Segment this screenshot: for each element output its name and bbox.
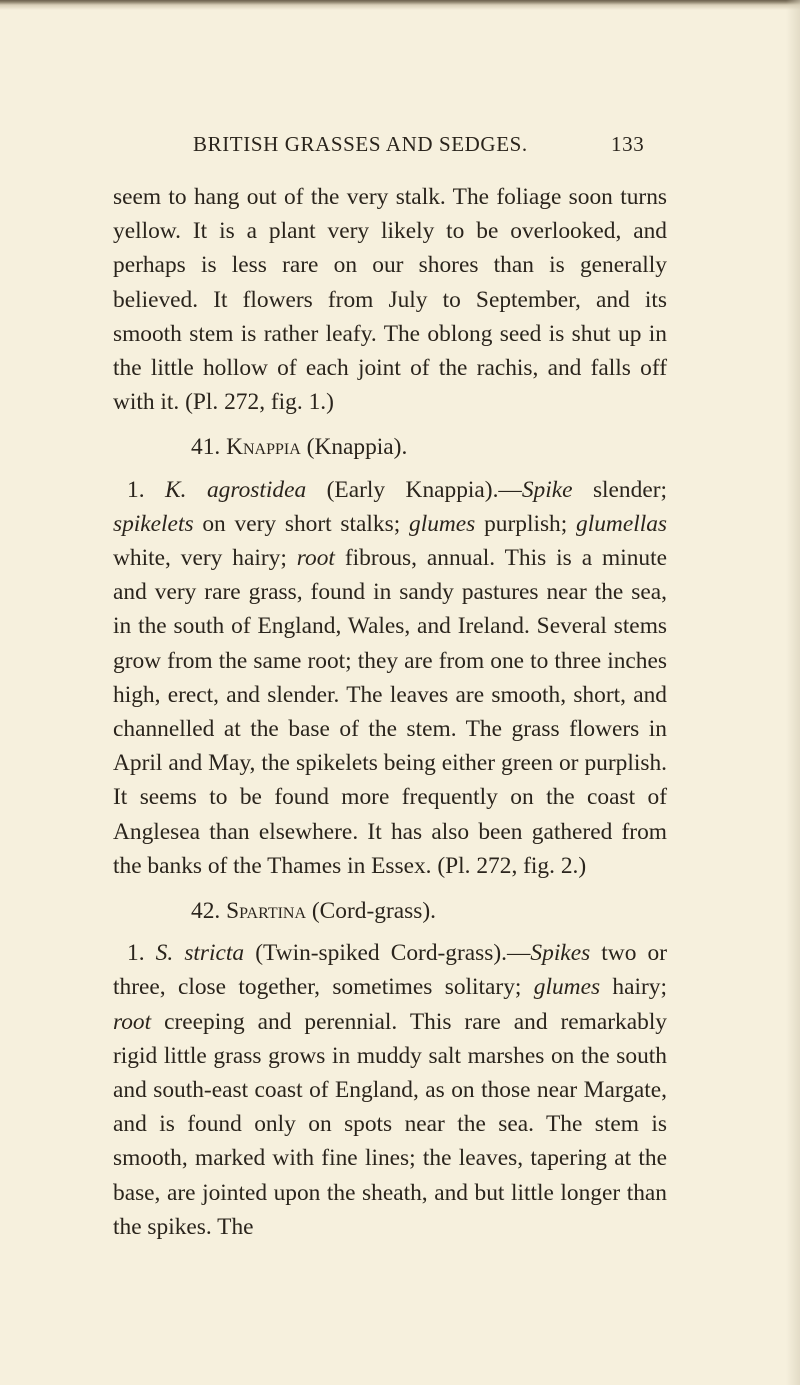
running-title: BRITISH GRASSES AND SEDGES. <box>193 132 528 156</box>
species-paragraph-spartina <box>113 936 667 1244</box>
species-binomial: S. stricta <box>155 940 245 967</box>
spikes-text: two or three, close together, sometimes solitary; <box>113 940 667 1001</box>
root-text: creeping and perennial. <box>151 1008 398 1035</box>
genus-heading-spartina <box>113 894 667 928</box>
genus-common-name: (Knappia). <box>306 434 408 461</box>
page-top-edge <box>0 0 800 10</box>
glumes-label: glumes <box>533 974 601 1001</box>
species-common-name: (Twin-spiked Cord-grass).— <box>255 940 531 967</box>
species-number: 1. <box>127 940 145 967</box>
genus-name: Knappia <box>226 434 301 461</box>
spike-text: slender; <box>572 476 667 503</box>
species-number: 1. <box>127 476 145 503</box>
glumellas-label: glumellas <box>576 510 667 537</box>
species-common-name: (Early Knappia).— <box>326 476 522 503</box>
root-label: root <box>296 545 335 572</box>
species-description: This is a minute and very rare grass, found in sandy pastures near the sea, in the south of England, Wales, and Ireland. Several stems grow from the same root; they are from one to three inches high, erect, and slender. The leaves are smooth, short, and channelled at the base of the stem. The grass flowers in April and May, the spikelets being either green or purplish. It seems to be found more frequently on the coast of Anglesea than elsewhere. It has also been gathered from the banks of the Thames in Essex. (Pl. 272, fig. 2.) <box>113 545 667 879</box>
text-block <box>113 180 667 1244</box>
glumellas-text: white, very hairy; <box>113 545 297 572</box>
genus-heading-knappia <box>113 430 667 464</box>
page-right-edge <box>786 0 800 1385</box>
species-paragraph-knappia <box>113 473 667 883</box>
spike-label: Spike <box>521 476 573 503</box>
root-text: fibrous, annual. <box>334 545 496 572</box>
page-number: 133 <box>611 132 645 156</box>
glumes-label: glumes <box>409 510 476 537</box>
genus-name: Spartina <box>226 898 307 925</box>
spikelets-text: on very short stalks; <box>193 510 409 537</box>
species-description: This rare and remarkably rigid little grass grows in muddy salt marshes on the south and south-east coast of England, as on those near Margate, and is found only on spots near the sea. The stem is smooth, marked with fine lines; the leaves, tapering at the base, are jointed upon the sheath, and but little longer than the spikes. The <box>113 1008 668 1240</box>
genus-common-name: (Cord-grass). <box>311 898 436 925</box>
opening-paragraph: seem to hang out of the very stalk. The foliage soon turns yellow. It is a plant very likely to be overlooked, and perhaps is less rare on our shores than is generally believed. It flowers from July to September, and its smooth stem is rather leafy. The oblong seed is shut up in the little hollow of each joint of the rachis, and falls off with it. (Pl. 272, fig. 1.) <box>113 184 667 416</box>
genus-number: 42. <box>191 898 221 925</box>
species-binomial: K. agrostidea <box>165 476 307 503</box>
root-label: root <box>113 1008 152 1035</box>
spikelets-label: spikelets <box>113 510 194 537</box>
glumes-text: hairy; <box>600 974 667 1001</box>
genus-number: 41. <box>191 434 221 461</box>
glumes-text: purplish; <box>475 510 577 537</box>
spikes-label: Spikes <box>530 940 591 967</box>
